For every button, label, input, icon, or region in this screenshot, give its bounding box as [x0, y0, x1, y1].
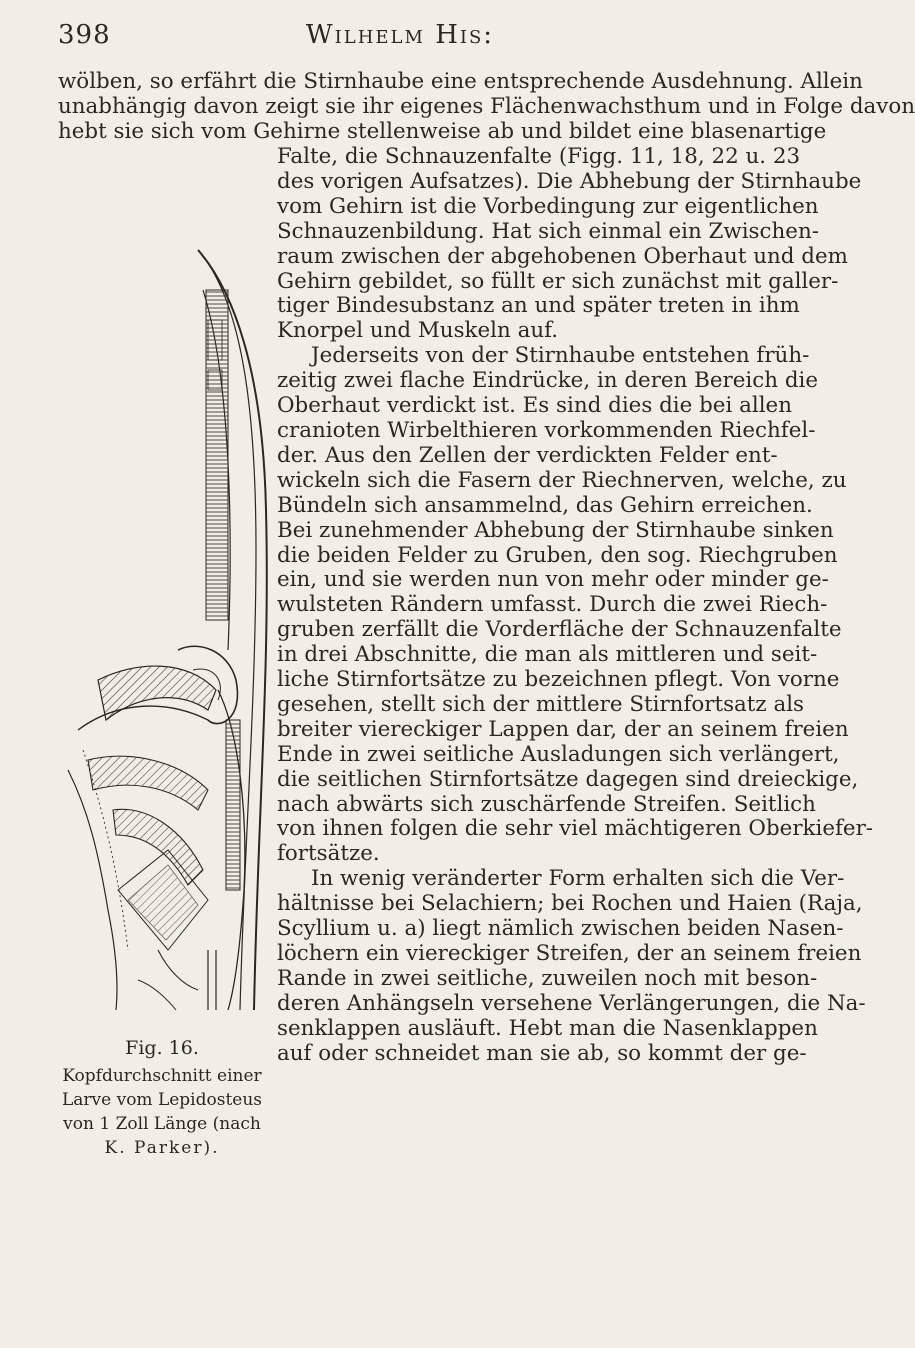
paragraph-2 [277, 343, 874, 867]
head-section-drawing [58, 250, 276, 1010]
figure-label: Fig. 16. [125, 1037, 199, 1059]
text-line: wickeln sich die Fasern der Riechnerven, welche, zu [277, 467, 847, 493]
caption-line: Kopfdurchschnitt einer [62, 1066, 262, 1086]
text-line: ein, und sie werden nun von mehr oder minder ge- [277, 567, 829, 593]
text-line: der. Aus den Zellen der verdickten Felder ent- [277, 442, 778, 468]
text-line: von ihnen folgen die sehr viel mächtigeren Oberkiefer- [277, 816, 874, 842]
text-line: Oberhaut verdickt ist. Es sind dies die bei allen [277, 393, 792, 419]
text-line: hältnisse bei Selachiern; bei Rochen und Haien (Raja, [277, 891, 863, 917]
text-line: Falte, die Schnauzenfalte (Figg. 11, 18, 22 u. 23 [277, 144, 801, 169]
text-line: cranioten Wirbelthieren vorkommenden Riechfel- [277, 417, 816, 443]
text-line: unabhängig davon zeigt sie ihr eigenes Flächenwachsthum und in Folge davon [58, 93, 915, 119]
text-line: des vorigen Aufsatzes). Die Abhebung der Stirnhaube [277, 168, 862, 194]
text-line: liche Stirnfortsätze zu bezeichnen pflegt. Von vorne [277, 667, 840, 693]
text-line: Rande in zwei seitliche, zuweilen noch mit beson- [277, 965, 818, 991]
text-line: wölben, so erfährt die Stirnhaube eine entsprechende Ausdehnung. Allein [58, 69, 863, 94]
paragraph-3 [277, 866, 866, 1066]
text-line: die beiden Felder zu Gruben, den sog. Riechgruben [277, 542, 838, 568]
text-line: fortsätze. [277, 841, 380, 867]
text-line: Scyllium u. a) liegt nämlich zwischen beiden Nasen- [277, 916, 844, 942]
body-text-full-width [58, 69, 915, 145]
body-text-column [277, 144, 874, 1067]
text-line: Gehirn gebildet, so füllt er sich zunächst mit galler- [277, 268, 839, 294]
text-line: Schnauzenbildung. Hat sich einmal ein Zwischen- [277, 218, 819, 244]
text-line: raum zwischen der abgehobenen Oberhaut und dem [277, 243, 848, 269]
text-line: Jederseits von der Stirnhaube entstehen früh- [311, 343, 810, 369]
caption-line: K. Parker). [104, 1138, 220, 1158]
text-line: nach abwärts sich zuschärfende Streifen. Seitlich [277, 791, 816, 817]
text-line: Knorpel und Muskeln auf. [277, 318, 559, 344]
text-line: Ende in zwei seitliche Ausladungen sich verlängert, [277, 741, 840, 767]
text-line: In wenig veränderter Form erhalten sich die Ver- [311, 866, 845, 892]
text-line: wulsteten Rändern umfasst. Durch die zwei Riech- [277, 592, 828, 618]
text-line: Bei zunehmender Abhebung der Stirnhaube sinken [277, 517, 834, 543]
text-line: tiger Bindesubstanz an und später treten in ihm [277, 293, 800, 319]
caption-line: von 1 Zoll Länge (nach [63, 1114, 261, 1134]
text-line: die seitlichen Stirnfortsätze dagegen sind dreieckige, [277, 766, 859, 792]
text-line: löchern ein viereckiger Streifen, der an seinem freien [277, 941, 862, 966]
page-header [0, 16, 800, 56]
text-line: deren Anhängseln versehene Verlängerungen, die Na- [277, 990, 866, 1016]
text-line: vom Gehirn ist die Vorbedingung zur eigentlichen [277, 193, 819, 219]
text-line: gruben zerfällt die Vorderfläche der Schnauzenfalte [277, 617, 842, 643]
running-head: Wilhelm His: [305, 20, 495, 50]
text-line: in drei Abschnitte, die man als mittleren und seit- [277, 642, 818, 668]
figure-caption [46, 1064, 278, 1160]
text-line: gesehen, stellt sich der mittlere Stirnfortsatz als [277, 691, 805, 717]
text-line: zeitig zwei flache Eindrücke, in deren Bereich die [277, 368, 819, 394]
text-line: hebt sie sich vom Gehirne stellenweise ab und bildet eine blasenartige [58, 118, 827, 144]
paragraph-1 [277, 144, 862, 344]
text-line: breiter viereckiger Lappen dar, der an seinem freien [277, 716, 849, 742]
figure-16-illustration [58, 250, 276, 1010]
page-number: 398 [58, 20, 111, 50]
text-line: Bündeln sich ansammelnd, das Gehirn erreichen. [277, 492, 813, 518]
text-line: auf oder schneidet man sie ab, so kommt der ge- [277, 1040, 807, 1066]
text-line: senklappen ausläuft. Hebt man die Nasenklappen [277, 1015, 818, 1041]
caption-line: Larve vom Lepidosteus [61, 1090, 263, 1110]
